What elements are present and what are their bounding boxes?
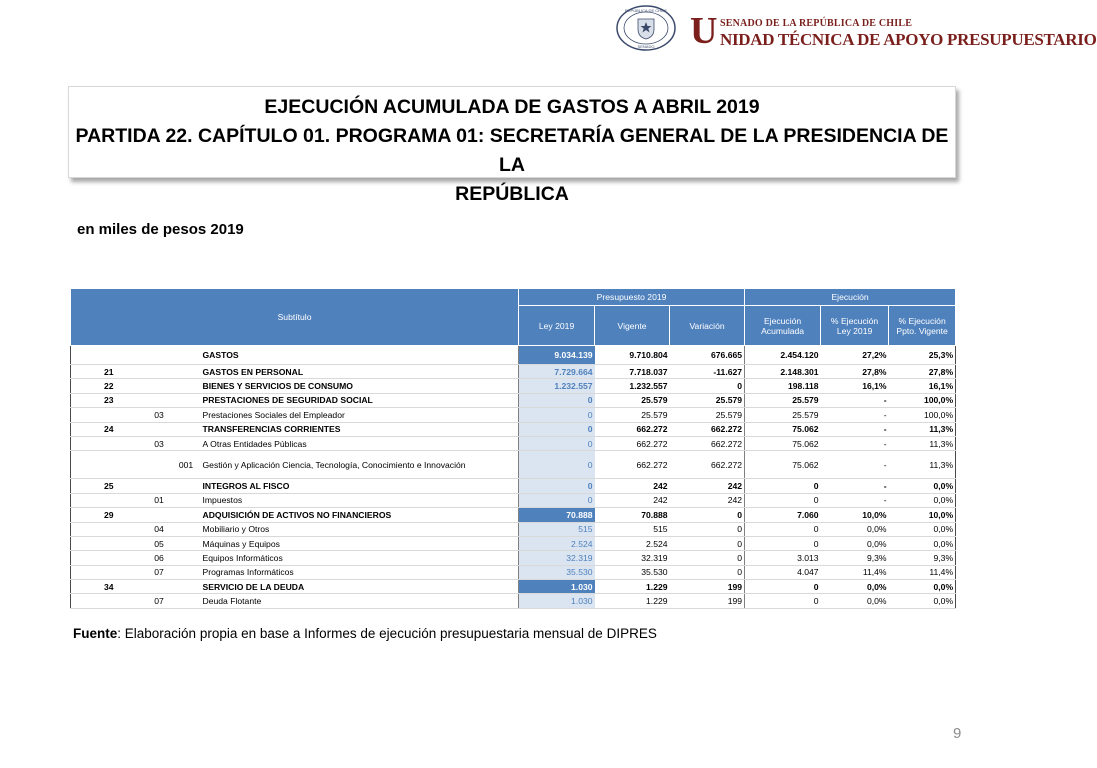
- seal-text-top: REPÚBLICA DE CHILE: [624, 8, 668, 13]
- cell-pct-ley: 0,0%: [821, 580, 889, 594]
- table-row: [71, 522, 956, 536]
- cell-pct-ley: -: [821, 408, 889, 422]
- cell-pct-vigente: 11,4%: [889, 565, 956, 579]
- cell-concepto: GASTOS: [201, 346, 519, 365]
- table-row: [71, 479, 956, 493]
- cell-subtitulo: 23: [71, 393, 147, 407]
- cell-concepto: Deuda Flotante: [201, 594, 519, 608]
- source-text: : Elaboración propia en base a Informes de ejecución presupuestaria mensual de DIPRES: [117, 626, 657, 641]
- cell-ley: 32.319: [519, 551, 595, 565]
- cell-concepto: GASTOS EN PERSONAL: [201, 365, 519, 379]
- cell-concepto: BIENES Y SERVICIOS DE CONSUMO: [201, 379, 519, 393]
- cell-vigente: 242: [595, 479, 670, 493]
- cell-ley: 35.530: [519, 565, 595, 579]
- cell-variacion: 0: [670, 508, 745, 522]
- seal-text-bottom: SENADO: [637, 44, 655, 49]
- cell-subtitulo: [71, 408, 147, 422]
- cell-pct-vigente: 9,3%: [889, 551, 956, 565]
- cell-subtitulo: [71, 536, 147, 550]
- cell-item: [147, 422, 172, 436]
- cell-pct-ley: -: [821, 422, 889, 436]
- cell-pct-ley: -: [821, 393, 889, 407]
- title-line2: PARTIDA 22. CAPÍTULO 01. PROGRAMA 01: SECRETARÍA GENERAL DE LA PRESIDENCIA DE LA: [75, 125, 949, 176]
- cell-vigente: 35.530: [595, 565, 670, 579]
- cell-ejecucion: 25.579: [745, 393, 821, 407]
- cell-asignacion: 001: [172, 451, 201, 479]
- cell-pct-ley: -: [821, 436, 889, 450]
- cell-pct-vigente: 0,0%: [889, 479, 956, 493]
- senado-seal-logo: [616, 5, 676, 51]
- cell-concepto: Equipos Informáticos: [201, 551, 519, 565]
- cell-pct-vigente: 0,0%: [889, 594, 956, 608]
- cell-vigente: 1.229: [595, 594, 670, 608]
- table-row: [71, 451, 956, 479]
- cell-ley: 0: [519, 408, 595, 422]
- cell-subtitulo: 21: [71, 365, 147, 379]
- cell-asignacion: [172, 551, 201, 565]
- cell-vigente: 25.579: [595, 393, 670, 407]
- cell-subtitulo: 29: [71, 508, 147, 522]
- cell-vigente: 242: [595, 493, 670, 507]
- cell-vigente: 25.579: [595, 408, 670, 422]
- cell-concepto: SERVICIO DE LA DEUDA: [201, 580, 519, 594]
- cell-ejecucion: 0: [745, 522, 821, 536]
- cell-vigente: 9.710.804: [595, 346, 670, 365]
- cell-pct-vigente: 0,0%: [889, 536, 956, 550]
- cell-ejecucion: 3.013: [745, 551, 821, 565]
- cell-subtitulo: 25: [71, 479, 147, 493]
- cell-pct-ley: 0,0%: [821, 594, 889, 608]
- cell-ley: 0: [519, 479, 595, 493]
- cell-pct-ley: 0,0%: [821, 522, 889, 536]
- cell-ley: 7.729.664: [519, 365, 595, 379]
- cell-pct-vigente: 11,3%: [889, 451, 956, 479]
- brand-line2: NIDAD TÉCNICA DE APOYO PRESUPUESTARIO: [720, 30, 1097, 49]
- cell-vigente: 32.319: [595, 551, 670, 565]
- cell-ley: 0: [519, 393, 595, 407]
- cell-pct-ley: 16,1%: [821, 379, 889, 393]
- cell-subtitulo: [71, 493, 147, 507]
- cell-concepto: PRESTACIONES DE SEGURIDAD SOCIAL: [201, 393, 519, 407]
- header-pct-vigente: % Ejecución Ppto. Vigente: [889, 306, 956, 346]
- cell-ley: 2.524: [519, 536, 595, 550]
- header-vigente: Vigente: [595, 306, 670, 346]
- cell-item: [147, 346, 172, 365]
- header-ejec-acumulada: Ejecución Acumulada: [745, 306, 821, 346]
- cell-concepto: TRANSFERENCIAS CORRIENTES: [201, 422, 519, 436]
- cell-subtitulo: [71, 551, 147, 565]
- cell-ley: 515: [519, 522, 595, 536]
- cell-subtitulo: 34: [71, 580, 147, 594]
- cell-pct-vigente: 10,0%: [889, 508, 956, 522]
- cell-concepto: Prestaciones Sociales del Empleador: [201, 408, 519, 422]
- cell-pct-vigente: 11,3%: [889, 422, 956, 436]
- cell-pct-vigente: 100,0%: [889, 393, 956, 407]
- cell-asignacion: [172, 379, 201, 393]
- cell-ejecucion: 0: [745, 536, 821, 550]
- budget-execution-table: [70, 288, 956, 609]
- cell-item: [147, 508, 172, 522]
- cell-asignacion: [172, 422, 201, 436]
- cell-ejecucion: 0: [745, 493, 821, 507]
- cell-ejecucion: 7.060: [745, 508, 821, 522]
- cell-item: 07: [147, 565, 172, 579]
- cell-ley: 9.034.139: [519, 346, 595, 365]
- cell-asignacion: [172, 493, 201, 507]
- cell-asignacion: [172, 365, 201, 379]
- cell-subtitulo: [71, 436, 147, 450]
- page-number: 9: [953, 725, 962, 742]
- cell-ley: 0: [519, 451, 595, 479]
- source-note: [73, 626, 657, 641]
- header-subtitulo: Subtítulo: [71, 289, 519, 346]
- cell-item: 04: [147, 522, 172, 536]
- cell-ejecucion: 2.454.120: [745, 346, 821, 365]
- cell-variacion: 0: [670, 522, 745, 536]
- cell-vigente: 662.272: [595, 436, 670, 450]
- brand-line1: SENADO DE LA REPÚBLICA DE CHILE: [720, 18, 913, 29]
- cell-ley: 1.232.557: [519, 379, 595, 393]
- cell-asignacion: [172, 508, 201, 522]
- cell-item: 01: [147, 493, 172, 507]
- cell-item: [147, 451, 172, 479]
- cell-vigente: 7.718.037: [595, 365, 670, 379]
- table-row: [71, 365, 956, 379]
- cell-item: [147, 479, 172, 493]
- title-line1: EJECUCIÓN ACUMULADA DE GASTOS A ABRIL 2019: [264, 96, 760, 118]
- cell-variacion: 0: [670, 551, 745, 565]
- cell-concepto: Impuestos: [201, 493, 519, 507]
- cell-variacion: 199: [670, 580, 745, 594]
- unidad-tecnica-logo: [690, 10, 1097, 52]
- cell-pct-ley: 0,0%: [821, 536, 889, 550]
- title-box: [68, 86, 956, 205]
- cell-variacion: 0: [670, 379, 745, 393]
- cell-concepto: ADQUISICIÓN DE ACTIVOS NO FINANCIEROS: [201, 508, 519, 522]
- table-row: [71, 379, 956, 393]
- cell-ejecucion: 0: [745, 479, 821, 493]
- cell-variacion: 662.272: [670, 436, 745, 450]
- cell-asignacion: [172, 479, 201, 493]
- cell-asignacion: [172, 580, 201, 594]
- cell-ejecucion: 75.062: [745, 422, 821, 436]
- cell-ejecucion: 4.047: [745, 565, 821, 579]
- cell-subtitulo: 24: [71, 422, 147, 436]
- brand-initial: U: [690, 10, 718, 52]
- cell-variacion: 199: [670, 594, 745, 608]
- cell-ley: 0: [519, 422, 595, 436]
- cell-item: 05: [147, 536, 172, 550]
- source-label: Fuente: [73, 626, 118, 641]
- cell-pct-vigente: 0,0%: [889, 580, 956, 594]
- cell-ley: 0: [519, 493, 595, 507]
- cell-asignacion: [172, 536, 201, 550]
- cell-subtitulo: [71, 522, 147, 536]
- cell-item: [147, 580, 172, 594]
- title-line3: REPÚBLICA: [455, 183, 569, 205]
- cell-vigente: 2.524: [595, 536, 670, 550]
- cell-asignacion: [172, 565, 201, 579]
- cell-ley: 70.888: [519, 508, 595, 522]
- cell-concepto: INTEGROS AL FISCO: [201, 479, 519, 493]
- cell-subtitulo: [71, 594, 147, 608]
- header-variacion: Variación: [670, 306, 745, 346]
- cell-pct-vigente: 11,3%: [889, 436, 956, 450]
- cell-ejecucion: 0: [745, 594, 821, 608]
- cell-ejecucion: 75.062: [745, 436, 821, 450]
- cell-item: 03: [147, 408, 172, 422]
- cell-ejecucion: 0: [745, 580, 821, 594]
- cell-variacion: 0: [670, 565, 745, 579]
- cell-ley: 1.030: [519, 580, 595, 594]
- cell-asignacion: [172, 346, 201, 365]
- table-row: [71, 580, 956, 594]
- cell-ley: 1.030: [519, 594, 595, 608]
- cell-asignacion: [172, 522, 201, 536]
- table-row: [71, 393, 956, 407]
- table-row: [71, 565, 956, 579]
- cell-variacion: 676.665: [670, 346, 745, 365]
- cell-vigente: 1.229: [595, 580, 670, 594]
- header-ley: Ley 2019: [519, 306, 595, 346]
- table-row: [71, 422, 956, 436]
- cell-pct-ley: 27,2%: [821, 346, 889, 365]
- cell-subtitulo: [71, 565, 147, 579]
- cell-ejecucion: 2.148.301: [745, 365, 821, 379]
- cell-concepto: Gestión y Aplicación Ciencia, Tecnología, Conocimiento e Innovación: [201, 451, 519, 479]
- header-ejecucion: Ejecución: [745, 289, 956, 306]
- cell-vigente: 70.888: [595, 508, 670, 522]
- units-subtitle: en miles de pesos 2019: [77, 221, 244, 238]
- table-row: [71, 551, 956, 565]
- cell-pct-ley: 10,0%: [821, 508, 889, 522]
- cell-pct-vigente: 0,0%: [889, 493, 956, 507]
- cell-pct-vigente: 25,3%: [889, 346, 956, 365]
- cell-variacion: 25.579: [670, 393, 745, 407]
- cell-item: 07: [147, 594, 172, 608]
- cell-vigente: 662.272: [595, 451, 670, 479]
- cell-pct-ley: 9,3%: [821, 551, 889, 565]
- cell-ejecucion: 75.062: [745, 451, 821, 479]
- cell-asignacion: [172, 408, 201, 422]
- cell-pct-ley: 11,4%: [821, 565, 889, 579]
- cell-concepto: Mobiliario y Otros: [201, 522, 519, 536]
- table-row: [71, 493, 956, 507]
- header-pct-ley: % Ejecución Ley 2019: [821, 306, 889, 346]
- cell-variacion: 0: [670, 536, 745, 550]
- table-row: [71, 508, 956, 522]
- header-presupuesto: Presupuesto 2019: [519, 289, 745, 306]
- table-row: [71, 346, 956, 365]
- cell-variacion: 25.579: [670, 408, 745, 422]
- cell-item: 03: [147, 436, 172, 450]
- cell-asignacion: [172, 436, 201, 450]
- cell-pct-ley: -: [821, 479, 889, 493]
- cell-item: [147, 365, 172, 379]
- cell-variacion: -11.627: [670, 365, 745, 379]
- cell-ejecucion: 25.579: [745, 408, 821, 422]
- cell-asignacion: [172, 393, 201, 407]
- cell-concepto: Programas Informáticos: [201, 565, 519, 579]
- cell-item: [147, 379, 172, 393]
- cell-subtitulo: 22: [71, 379, 147, 393]
- cell-variacion: 662.272: [670, 451, 745, 479]
- cell-pct-vigente: 16,1%: [889, 379, 956, 393]
- table-row: [71, 436, 956, 450]
- cell-variacion: 242: [670, 493, 745, 507]
- table-row: [71, 408, 956, 422]
- table-row: [71, 536, 956, 550]
- cell-concepto: Máquinas y Equipos: [201, 536, 519, 550]
- cell-subtitulo: [71, 346, 147, 365]
- cell-pct-ley: -: [821, 493, 889, 507]
- cell-vigente: 1.232.557: [595, 379, 670, 393]
- cell-item: [147, 393, 172, 407]
- cell-ejecucion: 198.118: [745, 379, 821, 393]
- cell-concepto: A Otras Entidades Públicas: [201, 436, 519, 450]
- cell-asignacion: [172, 594, 201, 608]
- cell-pct-ley: 27,8%: [821, 365, 889, 379]
- cell-vigente: 662.272: [595, 422, 670, 436]
- cell-pct-vigente: 100,0%: [889, 408, 956, 422]
- cell-variacion: 242: [670, 479, 745, 493]
- cell-pct-vigente: 27,8%: [889, 365, 956, 379]
- cell-pct-vigente: 0,0%: [889, 522, 956, 536]
- table-row: [71, 594, 956, 608]
- cell-pct-ley: -: [821, 451, 889, 479]
- cell-ley: 0: [519, 436, 595, 450]
- cell-vigente: 515: [595, 522, 670, 536]
- cell-item: 06: [147, 551, 172, 565]
- cell-variacion: 662.272: [670, 422, 745, 436]
- cell-subtitulo: [71, 451, 147, 479]
